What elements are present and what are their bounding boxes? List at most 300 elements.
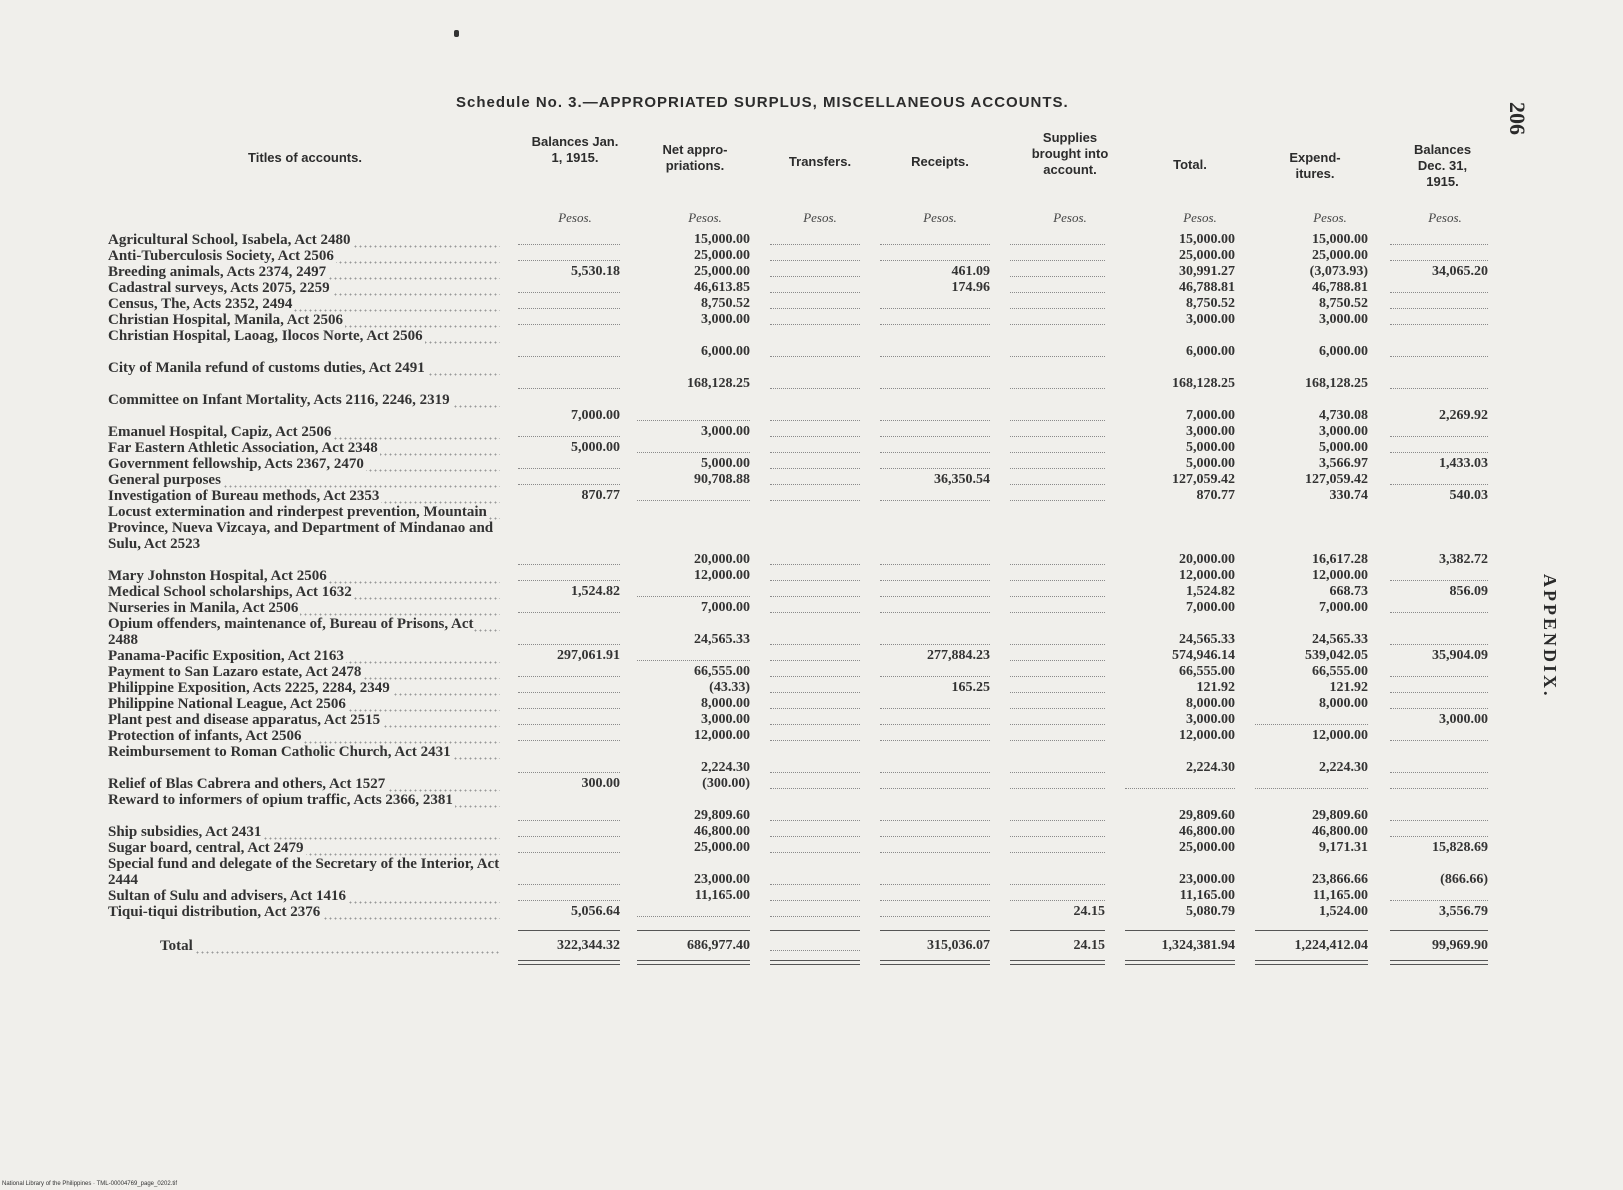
cell-expenditures: 2,224.30 — [1319, 760, 1368, 775]
account-title: Christian Hospital, Laoag, Ilocos Norte, Act 2506 — [108, 328, 500, 344]
leader-dots — [880, 596, 990, 597]
leader-dots — [880, 436, 990, 437]
leader-dots — [770, 692, 860, 693]
leader-dots — [880, 788, 990, 789]
leader-dots — [1010, 452, 1105, 453]
account-title: Reimbursement to Roman Catholic Church, Act 2431 — [108, 744, 500, 760]
leader-dots — [770, 260, 860, 261]
cell-expenditures: 15,000.00 — [1312, 232, 1368, 247]
leader-dots — [880, 468, 990, 469]
account-title: Philippine Exposition, Acts 2225, 2284, 2349 — [108, 680, 500, 696]
cell-total: 11,165.00 — [1179, 888, 1235, 903]
leader-dots — [770, 724, 860, 725]
leader-dots — [880, 836, 990, 837]
leader-dots — [518, 884, 620, 885]
leader-dots — [1390, 708, 1488, 709]
leader-dots — [770, 708, 860, 709]
leader-dots — [518, 900, 620, 901]
cell-total: 46,800.00 — [1179, 824, 1235, 839]
cell-expenditures: 9,171.31 — [1319, 840, 1368, 855]
cell-net-approp: 46,613.85 — [694, 280, 750, 295]
leader-dots — [880, 564, 990, 565]
cell-expenditures: (3,073.93) — [1309, 264, 1368, 279]
leader-dots — [770, 788, 860, 789]
leader-dots — [880, 420, 990, 421]
double-rule — [1010, 960, 1105, 965]
leader-dots — [770, 388, 860, 389]
cell-bal-dec: 34,065.20 — [1432, 264, 1488, 279]
leader-dots — [770, 436, 860, 437]
page-number: 206 — [1505, 102, 1530, 135]
leader-dots — [1010, 356, 1105, 357]
double-rule — [880, 960, 990, 965]
leader-dots — [880, 676, 990, 677]
cell-total: 2,224.30 — [1186, 760, 1235, 775]
cell-total: 870.77 — [1196, 488, 1235, 503]
leader-dots — [770, 676, 860, 677]
leader-dots — [770, 852, 860, 853]
leader-dots — [1390, 452, 1488, 453]
leader-dots — [770, 276, 860, 277]
leader-dots — [880, 772, 990, 773]
leader-dots — [518, 468, 620, 469]
cell-bal-dec: 3,382.72 — [1439, 552, 1488, 567]
leader-dots — [518, 388, 620, 389]
leader-dots — [1390, 740, 1488, 741]
page-title: Schedule No. 3.—APPROPRIATED SURPLUS, MISCELLANEOUS ACCOUNTS. — [456, 94, 1069, 111]
double-rule — [1125, 960, 1235, 965]
cell-total: 23,000.00 — [1179, 872, 1235, 887]
cell-bal-dec: 35,904.09 — [1432, 648, 1488, 663]
leader-dots — [1390, 788, 1488, 789]
total-rule — [1010, 930, 1105, 931]
leader-dots — [518, 244, 620, 245]
account-title: General purposes — [108, 472, 500, 488]
account-title: Emanuel Hospital, Capiz, Act 2506 — [108, 424, 500, 440]
cell-total: 29,809.60 — [1179, 808, 1235, 823]
leader-dots — [1390, 260, 1488, 261]
cell-net-approp: 8,000.00 — [701, 696, 750, 711]
leader-dots — [1010, 308, 1105, 309]
cell-bal-jan: 5,000.00 — [571, 440, 620, 455]
cell-net-approp: 25,000.00 — [694, 248, 750, 263]
leader-dots — [1010, 260, 1105, 261]
cell-expenditures: 23,866.66 — [1312, 872, 1368, 887]
leader-dots — [770, 292, 860, 293]
leader-dots — [637, 660, 750, 661]
leader-dots — [1125, 788, 1235, 789]
account-title: Ship subsidies, Act 2431 — [108, 824, 500, 840]
cell-net-approp: 12,000.00 — [694, 568, 750, 583]
cell-receipts: 36,350.54 — [934, 472, 990, 487]
leader-dots — [1010, 820, 1105, 821]
leader-dots — [1010, 324, 1105, 325]
account-title: Mary Johnston Hospital, Act 2506 — [108, 568, 500, 584]
leader-dots — [770, 500, 860, 501]
account-title: Committee on Infant Mortality, Acts 2116, 2246, 2319 — [108, 392, 500, 408]
total-rule — [1125, 930, 1235, 931]
leader-dots — [1010, 660, 1105, 661]
account-title: Tiqui-tiqui distribution, Act 2376 — [108, 904, 500, 920]
cell-bal-dec: (866.66) — [1440, 872, 1488, 887]
leader-dots — [518, 740, 620, 741]
leader-dots — [1390, 356, 1488, 357]
leader-dots — [880, 580, 990, 581]
leader-dots — [770, 356, 860, 357]
total-cell-expenditures: 1,224,412.04 — [1294, 938, 1368, 953]
leader-dots — [770, 884, 860, 885]
account-title: Opium offenders, maintenance of, Bureau of Prisons, Act 2488 — [108, 616, 500, 648]
leader-dots — [1010, 724, 1105, 725]
total-cell-receipts: 315,036.07 — [927, 938, 990, 953]
cell-total: 66,555.00 — [1179, 664, 1235, 679]
leader-dots — [880, 852, 990, 853]
cell-net-approp: 3,000.00 — [701, 712, 750, 727]
cell-expenditures: 6,000.00 — [1319, 344, 1368, 359]
cell-net-approp: 90,708.88 — [694, 472, 750, 487]
unit-supplies: Pesos. — [1053, 210, 1087, 225]
cell-bal-jan: 5,056.64 — [571, 904, 620, 919]
col-header-total: Total. — [1173, 157, 1207, 172]
leader-dots — [770, 950, 860, 951]
leader-dots — [1390, 900, 1488, 901]
cell-net-approp: (300.00) — [702, 776, 750, 791]
leader-dots — [770, 900, 860, 901]
unit-net-approp: Pesos. — [688, 210, 722, 225]
cell-bal-jan: 7,000.00 — [571, 408, 620, 423]
cell-expenditures: 29,809.60 — [1312, 808, 1368, 823]
cell-net-approp: 7,000.00 — [701, 600, 750, 615]
cell-total: 12,000.00 — [1179, 728, 1235, 743]
account-title: City of Manila refund of customs duties, Act 2491 — [108, 360, 500, 376]
account-title: Plant pest and disease apparatus, Act 2515 — [108, 712, 500, 728]
cell-total: 3,000.00 — [1186, 712, 1235, 727]
cell-net-approp: 46,800.00 — [694, 824, 750, 839]
cell-total: 8,750.52 — [1186, 296, 1235, 311]
leader-dots — [770, 660, 860, 661]
cell-total: 20,000.00 — [1179, 552, 1235, 567]
col-header-transfers: Transfers. — [788, 154, 852, 169]
total-label: Total — [160, 938, 500, 954]
cell-net-approp: 2,224.30 — [701, 760, 750, 775]
leader-dots — [770, 484, 860, 485]
cell-expenditures: 16,617.28 — [1312, 552, 1368, 567]
leader-dots — [1010, 884, 1105, 885]
leader-dots — [1390, 644, 1488, 645]
leader-dots — [880, 612, 990, 613]
leader-dots — [880, 900, 990, 901]
leader-dots — [1010, 852, 1105, 853]
leader-dots — [770, 836, 860, 837]
leader-dots — [1390, 244, 1488, 245]
total-rule — [1390, 930, 1488, 931]
leader-dots — [880, 260, 990, 261]
leader-dots — [770, 820, 860, 821]
footer-credit: National Library of the Philippines · TML-00004769_page_0202.tif — [2, 1181, 178, 1187]
total-cell-supplies: 24.15 — [1073, 938, 1105, 953]
leader-dots — [1010, 500, 1105, 501]
cell-bal-jan: 870.77 — [581, 488, 620, 503]
leader-dots — [518, 708, 620, 709]
leader-dots — [637, 596, 750, 597]
leader-dots — [1390, 580, 1488, 581]
leader-dots — [1010, 244, 1105, 245]
total-rule — [637, 930, 750, 931]
leader-dots — [518, 308, 620, 309]
cell-receipts: 165.25 — [951, 680, 990, 695]
account-title: Panama-Pacific Exposition, Act 2163 — [108, 648, 500, 664]
leader-dots — [770, 420, 860, 421]
leader-dots — [1010, 388, 1105, 389]
total-rule — [770, 930, 860, 931]
leader-dots — [637, 420, 750, 421]
leader-dots — [1390, 308, 1488, 309]
leader-dots — [518, 484, 620, 485]
leader-dots — [770, 740, 860, 741]
leader-dots — [518, 852, 620, 853]
cell-bal-dec: 540.03 — [1449, 488, 1488, 503]
cell-expenditures: 8,750.52 — [1319, 296, 1368, 311]
cell-total: 8,000.00 — [1186, 696, 1235, 711]
leader-dots — [1390, 692, 1488, 693]
cell-net-approp: 15,000.00 — [694, 232, 750, 247]
leader-dots — [1010, 420, 1105, 421]
leader-dots — [518, 324, 620, 325]
leader-dots — [518, 724, 620, 725]
leader-dots — [770, 772, 860, 773]
unit-transfers: Pesos. — [803, 210, 837, 225]
cell-total: 127,059.42 — [1172, 472, 1235, 487]
cell-bal-dec: 3,000.00 — [1439, 712, 1488, 727]
cell-total: 574,946.14 — [1172, 648, 1235, 663]
leader-dots — [770, 580, 860, 581]
cell-supplies: 24.15 — [1073, 904, 1105, 919]
leader-dots — [1010, 292, 1105, 293]
cell-total: 7,000.00 — [1186, 600, 1235, 615]
leader-dots — [1010, 708, 1105, 709]
leader-dots — [770, 468, 860, 469]
leader-dots — [1010, 772, 1105, 773]
total-rule — [880, 930, 990, 931]
leader-dots — [1390, 484, 1488, 485]
unit-bal-jan: Pesos. — [558, 210, 592, 225]
cell-total: 168,128.25 — [1172, 376, 1235, 391]
cell-receipts: 174.96 — [951, 280, 990, 295]
cell-net-approp: 20,000.00 — [694, 552, 750, 567]
cell-net-approp: 25,000.00 — [694, 264, 750, 279]
cell-bal-jan: 300.00 — [581, 776, 620, 791]
leader-dots — [518, 260, 620, 261]
leader-dots — [1010, 468, 1105, 469]
leader-dots — [880, 724, 990, 725]
leader-dots — [770, 644, 860, 645]
cell-net-approp: 5,000.00 — [701, 456, 750, 471]
cell-expenditures: 539,042.05 — [1305, 648, 1368, 663]
unit-receipts: Pesos. — [923, 210, 957, 225]
account-title: Locust extermination and rinderpest prevention, Mountain Province, Nueva Vizcaya, and Department of Mindanao and Sulu, Act 2523 — [108, 504, 500, 552]
cell-total: 25,000.00 — [1179, 840, 1235, 855]
leader-dots — [1010, 436, 1105, 437]
ink-mark — [454, 30, 459, 37]
account-title: Breeding animals, Acts 2374, 2497 — [108, 264, 500, 280]
leader-dots — [1390, 324, 1488, 325]
account-title: Cadastral surveys, Acts 2075, 2259 — [108, 280, 500, 296]
cell-bal-dec: 2,269.92 — [1439, 408, 1488, 423]
leader-dots — [1390, 676, 1488, 677]
leader-dots — [880, 708, 990, 709]
leader-dots — [1390, 436, 1488, 437]
leader-dots — [880, 644, 990, 645]
leader-dots — [637, 916, 750, 917]
account-title: Medical School scholarships, Act 1632 — [108, 584, 500, 600]
cell-net-approp: 3,000.00 — [701, 312, 750, 327]
cell-bal-jan: 5,530.18 — [571, 264, 620, 279]
leader-dots — [880, 452, 990, 453]
total-cell-bal-jan: 322,344.32 — [557, 938, 620, 953]
leader-dots — [880, 820, 990, 821]
cell-expenditures: 5,000.00 — [1319, 440, 1368, 455]
cell-receipts: 461.09 — [951, 264, 990, 279]
leader-dots — [1010, 596, 1105, 597]
cell-expenditures: 7,000.00 — [1319, 600, 1368, 615]
leader-dots — [770, 916, 860, 917]
cell-expenditures: 66,555.00 — [1312, 664, 1368, 679]
leader-dots — [518, 436, 620, 437]
account-title: Far Eastern Athletic Association, Act 2348 — [108, 440, 500, 456]
leader-dots — [518, 564, 620, 565]
leader-dots — [880, 884, 990, 885]
unit-expenditures: Pesos. — [1313, 210, 1347, 225]
cell-expenditures: 1,524.00 — [1319, 904, 1368, 919]
col-header-supplies: Supplies brought into account. — [1031, 130, 1109, 177]
leader-dots — [518, 692, 620, 693]
leader-dots — [1255, 788, 1368, 789]
cell-expenditures: 12,000.00 — [1312, 568, 1368, 583]
leader-dots — [518, 580, 620, 581]
leader-dots — [1390, 292, 1488, 293]
leader-dots — [1255, 724, 1368, 725]
cell-expenditures: 25,000.00 — [1312, 248, 1368, 263]
leader-dots — [518, 612, 620, 613]
leader-dots — [1390, 820, 1488, 821]
leader-dots — [518, 820, 620, 821]
leader-dots — [1390, 612, 1488, 613]
cell-total: 5,000.00 — [1186, 440, 1235, 455]
cell-net-approp: 8,750.52 — [701, 296, 750, 311]
cell-total: 46,788.81 — [1179, 280, 1235, 295]
leader-dots — [770, 324, 860, 325]
leader-dots — [1390, 836, 1488, 837]
col-header-bal-jan: Balances Jan. 1, 1915. — [531, 134, 619, 165]
cell-net-approp: 168,128.25 — [687, 376, 750, 391]
cell-total: 7,000.00 — [1186, 408, 1235, 423]
side-label: APPENDIX. — [1540, 574, 1560, 699]
cell-expenditures: 121.92 — [1329, 680, 1368, 695]
col-header-title: Titles of accounts. — [248, 150, 362, 165]
leader-dots — [1010, 740, 1105, 741]
cell-expenditures: 3,000.00 — [1319, 312, 1368, 327]
cell-expenditures: 668.73 — [1329, 584, 1368, 599]
leader-dots — [1010, 612, 1105, 613]
leader-dots — [1010, 484, 1105, 485]
double-rule — [518, 960, 620, 965]
total-rule — [518, 930, 620, 931]
cell-expenditures: 12,000.00 — [1312, 728, 1368, 743]
double-rule — [1390, 960, 1488, 965]
cell-bal-dec: 15,828.69 — [1432, 840, 1488, 855]
cell-expenditures: 127,059.42 — [1305, 472, 1368, 487]
cell-total: 30,991.27 — [1179, 264, 1235, 279]
total-cell-net-approp: 686,977.40 — [687, 938, 750, 953]
cell-net-approp: 66,555.00 — [694, 664, 750, 679]
cell-expenditures: 24,565.33 — [1312, 632, 1368, 647]
account-title: Special fund and delegate of the Secretary of the Interior, Act 2444 — [108, 856, 500, 888]
cell-net-approp: 24,565.33 — [694, 632, 750, 647]
leader-dots — [1010, 276, 1105, 277]
cell-expenditures: 3,000.00 — [1319, 424, 1368, 439]
leader-dots — [1010, 836, 1105, 837]
cell-total: 5,000.00 — [1186, 456, 1235, 471]
leader-dots — [770, 596, 860, 597]
leader-dots — [518, 772, 620, 773]
leader-dots — [1010, 676, 1105, 677]
leader-dots — [770, 308, 860, 309]
cell-expenditures: 8,000.00 — [1319, 696, 1368, 711]
leader-dots — [518, 292, 620, 293]
leader-dots — [1010, 564, 1105, 565]
leader-dots — [880, 388, 990, 389]
leader-dots — [1010, 900, 1105, 901]
cell-net-approp: 25,000.00 — [694, 840, 750, 855]
leader-dots — [1390, 772, 1488, 773]
account-title: Investigation of Bureau methods, Act 2353 — [108, 488, 500, 504]
leader-dots — [880, 356, 990, 357]
account-title: Government fellowship, Acts 2367, 2470 — [108, 456, 500, 472]
cell-total: 5,080.79 — [1186, 904, 1235, 919]
account-title: Philippine National League, Act 2506 — [108, 696, 500, 712]
account-title: Census, The, Acts 2352, 2494 — [108, 296, 500, 312]
unit-bal-dec: Pesos. — [1428, 210, 1462, 225]
leader-dots — [880, 740, 990, 741]
cell-total: 3,000.00 — [1186, 312, 1235, 327]
leader-dots — [880, 500, 990, 501]
total-cell-bal-dec: 99,969.90 — [1432, 938, 1488, 953]
cell-net-approp: 12,000.00 — [694, 728, 750, 743]
cell-expenditures: 4,730.08 — [1319, 408, 1368, 423]
col-header-net-approp: Net appro-priations. — [662, 142, 728, 173]
cell-total: 15,000.00 — [1179, 232, 1235, 247]
leader-dots — [1390, 388, 1488, 389]
col-header-expenditures: Expend-itures. — [1289, 150, 1341, 181]
cell-expenditures: 168,128.25 — [1305, 376, 1368, 391]
leader-dots — [770, 612, 860, 613]
leader-dots — [880, 308, 990, 309]
cell-bal-dec: 856.09 — [1449, 584, 1488, 599]
account-title: Reward to informers of opium traffic, Acts 2366, 2381 — [108, 792, 500, 808]
leader-dots — [880, 324, 990, 325]
total-cell-total: 1,324,381.94 — [1161, 938, 1235, 953]
total-rule — [1255, 930, 1368, 931]
cell-total: 12,000.00 — [1179, 568, 1235, 583]
cell-expenditures: 3,566.97 — [1319, 456, 1368, 471]
leader-dots — [637, 452, 750, 453]
account-title: Sugar board, central, Act 2479 — [108, 840, 500, 856]
cell-expenditures: 46,800.00 — [1312, 824, 1368, 839]
account-title: Nurseries in Manila, Act 2506 — [108, 600, 500, 616]
cell-net-approp: 6,000.00 — [701, 344, 750, 359]
col-header-receipts: Receipts. — [911, 154, 969, 169]
cell-bal-jan: 297,061.91 — [557, 648, 620, 663]
